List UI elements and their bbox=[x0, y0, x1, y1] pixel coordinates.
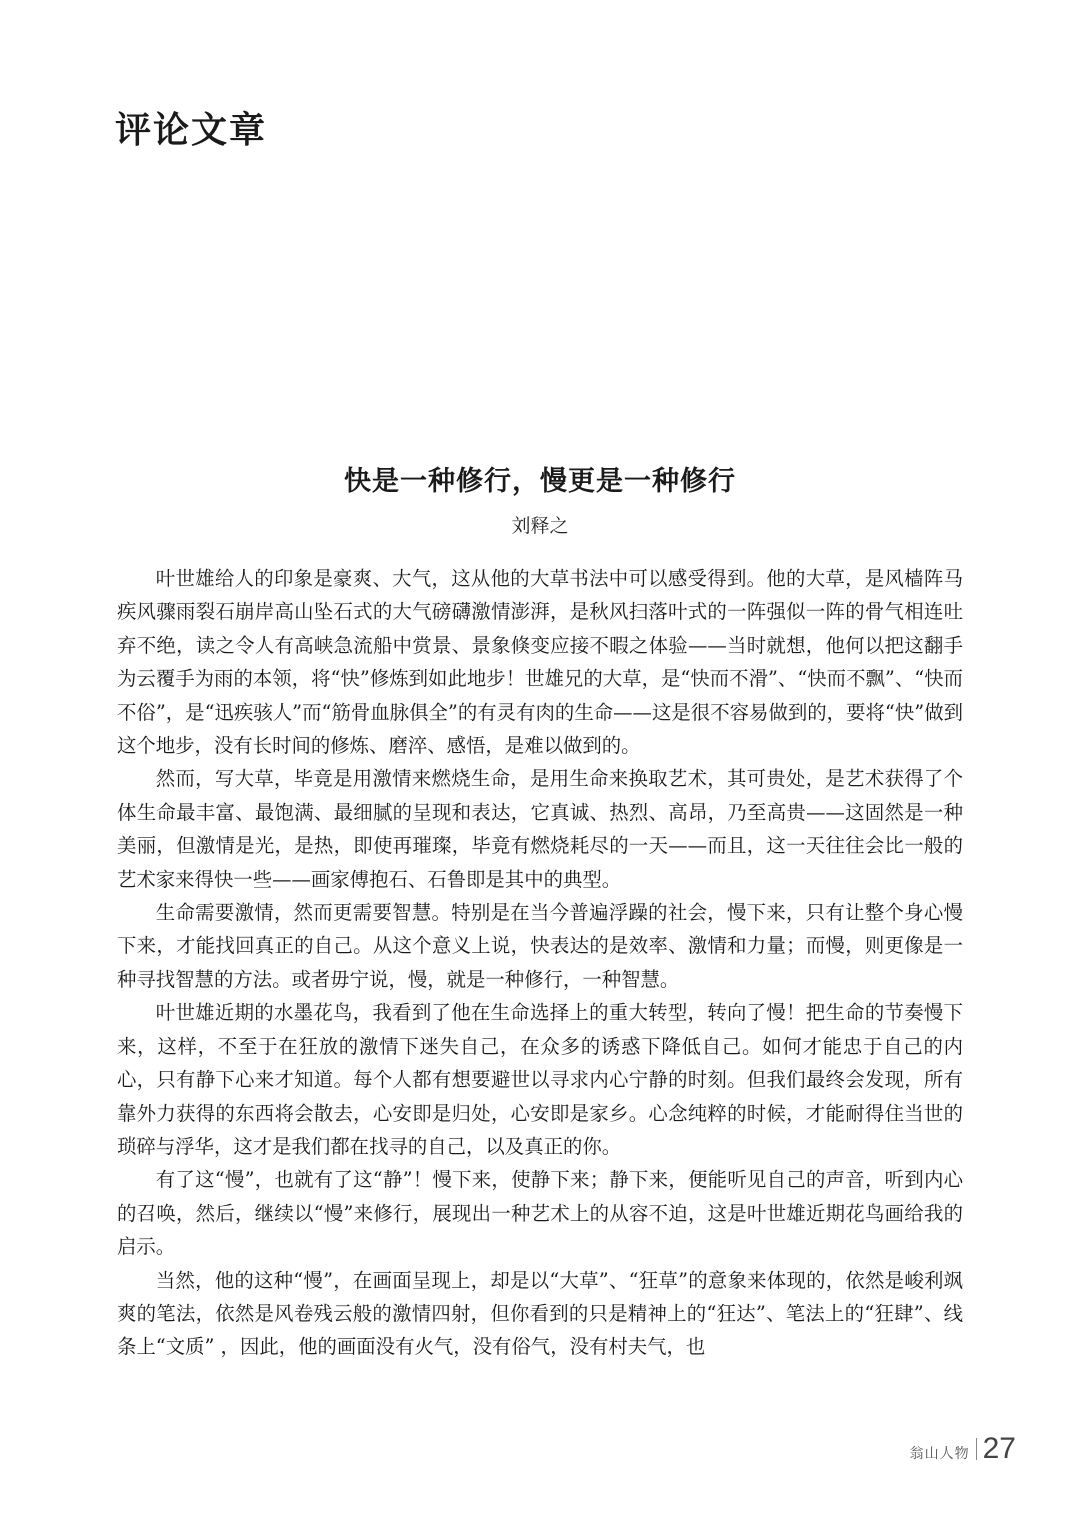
paragraph: 生命需要激情，然而更需要智慧。特别是在当今普遍浮躁的社会，慢下来，只有让整个身心慢下来，才能找回真正的自己。从这个意义上说，快表达的是效率、激情和力量；而慢，则更像是一种寻找智慧的方法。或者毋宁说，慢，就是一种修行，一种智慧。 bbox=[117, 901, 963, 991]
paragraph: 叶世雄近期的水墨花鸟，我看到了他在生命选择上的重大转型，转向了慢！把生命的节奏慢下来，这样，不至于在狂放的激情下迷失自己，在众多的诱惑下降低自己。如何才能忠于自己的内心，只有静下心来才知道。每个人都有想要避世以寻求内心宁静的时刻。但我们最终会发现，所有靠外力获得的东西将会散去，心安即是归处，心安即是家乡。心念纯粹的时候，才能耐得住当世的琐碎与浮华，这才是我们都在找寻的自己，以及真正的你。 bbox=[117, 1001, 963, 1158]
page-number: 27 bbox=[982, 1432, 1016, 1465]
article-author: 刘释之 bbox=[511, 515, 569, 537]
footer-divider bbox=[976, 1438, 977, 1460]
article-title: 快是一种修行，慢更是一种修行 bbox=[344, 466, 736, 497]
article-body bbox=[117, 562, 963, 1364]
paragraph: 当然，他的这种“慢”，在画面呈现上，却是以“大草”、“狂草”的意象来体现的，依然是峻利飒爽的笔法，依然是风卷残云般的激情四射，但你看到的只是精神上的“狂达”、笔法上的“狂肆”、线条上“文质” ，因此，他的画面没有火气，没有俗气，没有村夫气，也 bbox=[117, 1268, 963, 1359]
magazine-name: 翁山人物 bbox=[909, 1446, 970, 1462]
paragraph: 有了这“慢”，也就有了这“静”！慢下来，使静下来；静下来，便能听见自己的声音，听到内心的召唤，然后，继续以“慢”来修行，展现出一种艺术上的从容不迫，这是叶世雄近期花鸟画给我的启示。 bbox=[117, 1168, 963, 1259]
section-heading: 评论文章 bbox=[115, 109, 268, 151]
page-footer bbox=[910, 1432, 1016, 1466]
paragraph: 然而，写大草，毕竟是用激情来燃烧生命，是用生命来换取艺术，其可贵处，是艺术获得了个体生命最丰富、最饱满、最细腻的呈现和表达，它真诚、热烈、高昂，乃至高贵——这固然是一种美丽，但激情是光，是热，即使再璀璨，毕竟有燃烧耗尽的一天——而且，这一天往往会比一般的艺术家来得快一些——画家傅抱石、石鲁即是其中的典型。 bbox=[117, 767, 963, 891]
paragraph: 叶世雄给人的印象是豪爽、大气，这从他的大草书法中可以感受得到。他的大草，是风樯阵马疾风骤雨裂石崩岸高山坠石式的大气磅礴激情澎湃，是秋风扫落叶式的一阵强似一阵的骨气相连吐弃不绝，读之令人有高峡急流船中赏景、景象倏变应接不暇之体验——当时就想，他何以把这翻手为云覆手为雨的本领，将“快”修炼到如此地步！世雄兄的大草，是“快而不滑”、“快而不飘”、“快而不俗”，是“迅疾骇人”而“筋骨血脉俱全”的有灵有肉的生命——这是很不容易做到的，要将“快”做到这个地步，没有长时间的修炼、磨淬、感悟，是难以做到的。 bbox=[117, 567, 963, 758]
